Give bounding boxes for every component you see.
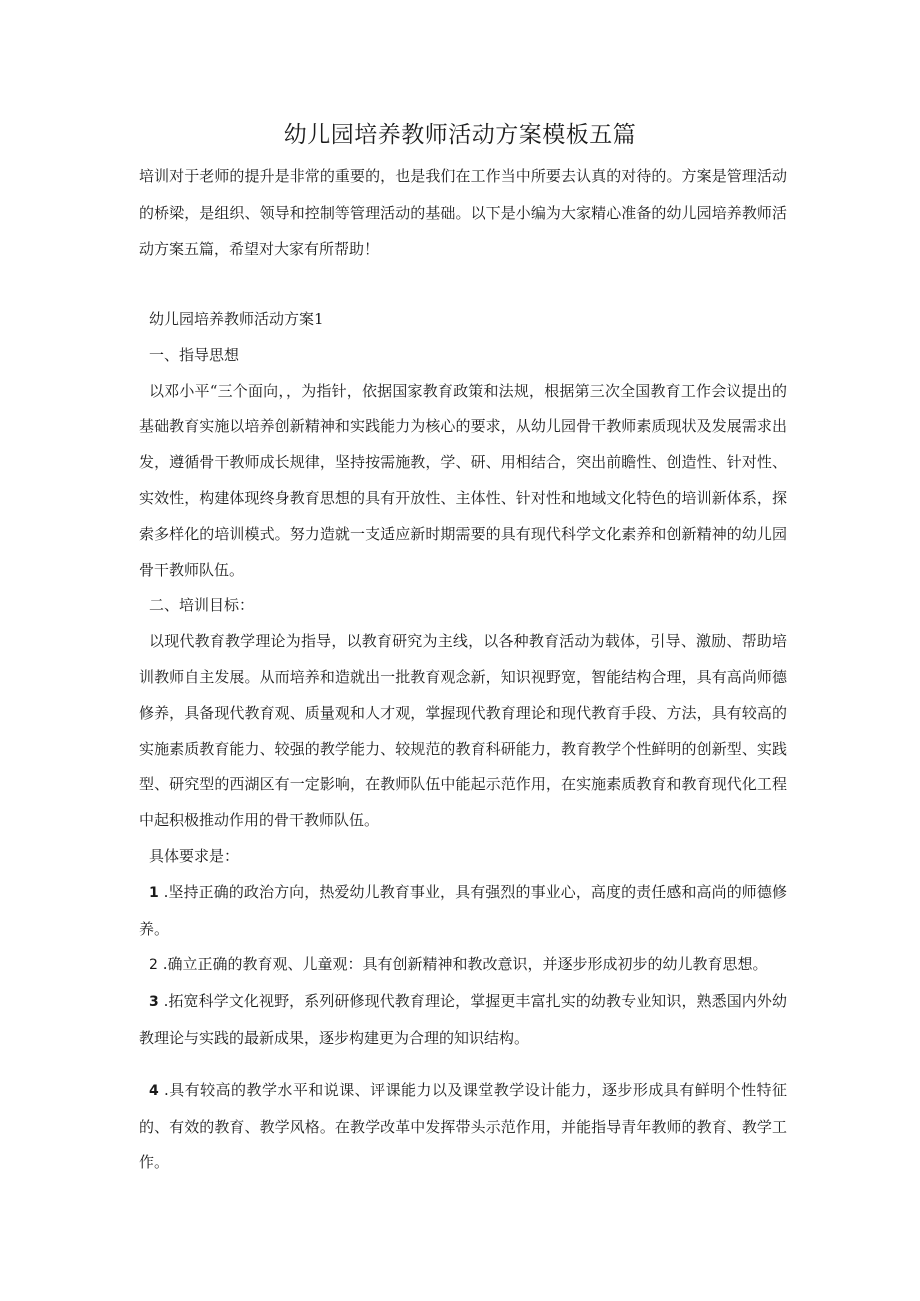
requirement-text: .具有较高的教学水平和说课、评课能力以及课堂教学设计能力，逐步形成具有鲜明个性特征的、有效的教育、教学风格。在教学改革中发挥带头示范作用，并能指导青年教师的教育、教学工作。 bbox=[139, 1080, 787, 1172]
section-heading: 幼儿园培养教师活动方案1 bbox=[149, 310, 324, 328]
guiding-thought-heading: 一、指导思想 bbox=[149, 345, 240, 364]
requirement-item bbox=[139, 1073, 787, 1181]
requirement-item bbox=[139, 984, 787, 1057]
requirement-item bbox=[139, 947, 787, 984]
requirement-text: .拓宽科学文化视野，系列研修现代教育理论，掌握更丰富扎实的幼教专业知识，熟悉国内外幼教理论与实践的最新成果，逐步构建更为合理的知识结构。 bbox=[139, 992, 787, 1047]
requirement-text: .确立正确的教育观、儿童观：具有创新精神和教改意识，并逐步形成初步的幼儿教育思想。 bbox=[162, 955, 768, 974]
document-body bbox=[139, 302, 787, 1181]
document-title: 幼儿园培养教师活动方案模板五篇 bbox=[283, 122, 637, 148]
intro-paragraph: 培训对于老师的提升是非常的重要的，也是我们在工作当中所要去认真的对待的。方案是管理活动的桥梁，是组织、领导和控制等管理活动的基础。以下是小编为大家精心准备的幼儿园培养教师活动方案五篇，希望对大家有所帮助！ bbox=[139, 167, 787, 258]
training-goal-heading: 二、培训目标： bbox=[149, 596, 255, 615]
requirement-number: 1 bbox=[149, 884, 159, 901]
requirement-number: 3 bbox=[149, 994, 159, 1011]
requirement-text: .坚持正确的政治方向，热爱幼儿教育事业，具有强烈的事业心，高度的责任感和高尚的师德修养。 bbox=[139, 882, 787, 938]
requirement-item bbox=[139, 875, 787, 948]
requirement-number: 4 bbox=[149, 1082, 159, 1099]
requirements-heading: 具体要求是： bbox=[149, 846, 240, 865]
requirement-number: 2 bbox=[149, 957, 158, 974]
guiding-thought-paragraph: 以邓小平“三个面向，，为指针，依据国家教育政策和法规，根据第三次全国教育工作会议提出的基础教育实施以培养创新精神和实践能力为核心的要求，从幼儿园骨干教师素质现状及发展需求出发，遵循骨干教师成长规律，坚持按需施教，学、研、用相结合，突出前瞻性、创造性、针对性、实效性，构建体现终身教育思想的具有开放性、主体性、针对性和地域文化特色的培训新体系，探索多样化的培训模式。努力造就一支适应新时期需要的具有现代科学文化素养和创新精神的幼儿园骨干教师队伍。 bbox=[139, 381, 787, 579]
training-goal-paragraph: 以现代教育教学理论为指导，以教育研究为主线，以各种教育活动为载体，引导、激励、帮助培训教师自主发展。从而培养和造就出一批教育观念新，知识视野宽，智能结构合理，具有高尚师德修养，具备现代教育观、质量观和人才观，掌握现代教育理论和现代教育手段、方法，具有较高的实施素质教育能力、较强的教学能力、较规范的教育科研能力，教育教学个性鲜明的创新型、实践型、研究型的西湖区有一定影响，在教师队伍中能起示范作用，在实施素质教育和教育现代化工程中起积极推动作用的骨干教师队伍。 bbox=[139, 632, 787, 830]
